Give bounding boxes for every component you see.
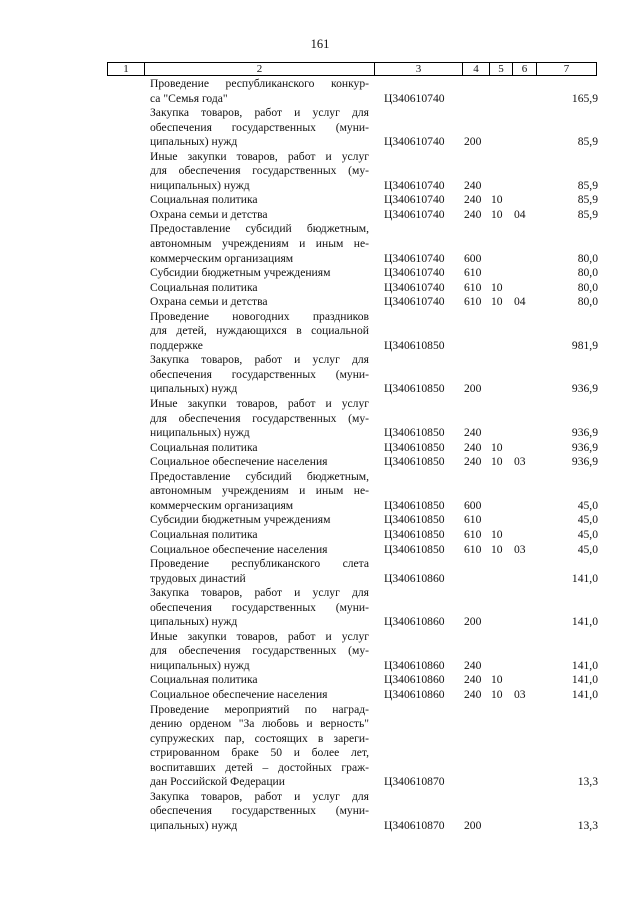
description-line: автономным учреждениям и иным не- (150, 237, 369, 251)
row-description (150, 281, 369, 296)
amount: 80,0 (577, 251, 598, 265)
table-row (0, 513, 640, 528)
expense-type: 240 (464, 193, 482, 207)
table-row (0, 310, 640, 354)
amount: 80,0 (577, 295, 598, 309)
description-line: Иные закупки товаров, работ и услуг (150, 629, 369, 643)
amount: 85,9 (577, 193, 598, 207)
target-code: Ц340610740 (384, 178, 445, 192)
section-code: 10 (491, 207, 503, 221)
description-line: Охрана семьи и детства (150, 207, 268, 221)
description-line: Социальное обеспечение населения (150, 542, 328, 556)
amount: 936,9 (571, 455, 598, 469)
row-description (150, 77, 369, 106)
table-row (0, 528, 640, 543)
amount: 80,0 (577, 266, 598, 280)
description-line: ципальных) нужд (150, 615, 238, 629)
table-row (0, 266, 640, 281)
row-description (150, 557, 369, 586)
row-description (150, 790, 369, 834)
description-line: супружеских пар, состоящих в зареги- (150, 731, 369, 745)
amount: 45,0 (577, 498, 598, 512)
table-row (0, 106, 640, 150)
target-code: Ц340610860 (384, 571, 445, 585)
table-row (0, 586, 640, 630)
section-code: 10 (491, 542, 503, 556)
target-code: Ц340610740 (384, 295, 445, 309)
description-line: Социальное обеспечение населения (150, 687, 328, 701)
amount: 45,0 (577, 513, 598, 527)
amount: 45,0 (577, 542, 598, 556)
amount: 981,9 (571, 338, 598, 352)
section-code: 10 (491, 455, 503, 469)
expense-type: 200 (464, 615, 482, 629)
expense-type: 240 (464, 455, 482, 469)
expense-type: 610 (464, 266, 482, 280)
target-code: Ц340610740 (384, 251, 445, 265)
row-description (150, 630, 369, 674)
target-code: Ц340610740 (384, 280, 445, 294)
description-line: Проведение новогодних праздников (150, 309, 369, 323)
expense-type: 200 (464, 382, 482, 396)
target-code: Ц340610740 (384, 135, 445, 149)
table-row (0, 77, 640, 106)
target-code: Ц340610870 (384, 818, 445, 832)
target-code: Ц340610850 (384, 542, 445, 556)
table-row (0, 150, 640, 194)
description-line: ципальных) нужд (150, 818, 238, 832)
target-code: Ц340610740 (384, 207, 445, 221)
row-description (150, 586, 369, 630)
section-code: 10 (491, 687, 503, 701)
expense-type: 600 (464, 498, 482, 512)
row-description (150, 441, 369, 456)
amount: 80,0 (577, 280, 598, 294)
amount: 936,9 (571, 382, 598, 396)
row-description (150, 513, 369, 528)
header-col-6: 6 (512, 63, 536, 75)
table-row (0, 193, 640, 208)
amount: 13,3 (577, 818, 598, 832)
description-line: Предоставление субсидий бюджетным, (150, 222, 369, 236)
target-code: Ц340610850 (384, 498, 445, 512)
expense-type: 240 (464, 687, 482, 701)
description-line: Предоставление субсидий бюджетным, (150, 469, 369, 483)
row-description (150, 528, 369, 543)
expense-type: 610 (464, 280, 482, 294)
description-line: ниципальных) нужд (150, 658, 250, 672)
target-code: Ц340610740 (384, 193, 445, 207)
description-line: Закупка товаров, работ и услуг для (150, 789, 369, 803)
row-description (150, 397, 369, 441)
amount: 141,0 (571, 673, 598, 687)
table-header (107, 62, 597, 76)
expense-type: 240 (464, 440, 482, 454)
table-row (0, 790, 640, 834)
target-code: Ц340610850 (384, 426, 445, 440)
amount: 141,0 (571, 687, 598, 701)
row-description (150, 673, 369, 688)
description-line: Охрана семьи и детства (150, 295, 268, 309)
table-row (0, 455, 640, 470)
target-code: Ц340610850 (384, 455, 445, 469)
description-line: трудовых династий (150, 571, 246, 585)
expense-type: 610 (464, 542, 482, 556)
subsection-code: 04 (514, 207, 526, 221)
expense-type: 240 (464, 207, 482, 221)
row-description (150, 688, 369, 703)
amount: 85,9 (577, 207, 598, 221)
table-row (0, 295, 640, 310)
amount: 85,9 (577, 178, 598, 192)
table-row (0, 353, 640, 397)
description-line: для обеспечения государственных (му- (150, 164, 369, 178)
target-code: Ц340610870 (384, 775, 445, 789)
amount: 936,9 (571, 426, 598, 440)
target-code: Ц340610850 (384, 513, 445, 527)
subsection-code: 04 (514, 295, 526, 309)
description-line: Проведение мероприятий по наград- (150, 702, 369, 716)
description-line: Иные закупки товаров, работ и услуг (150, 149, 369, 163)
description-line: ципальных) нужд (150, 382, 238, 396)
description-line: коммерческим организациям (150, 498, 294, 512)
description-line: ниципальных) нужд (150, 178, 250, 192)
description-line: Социальная политика (150, 280, 258, 294)
table-row (0, 470, 640, 514)
row-description (150, 150, 369, 194)
header-col-5: 5 (489, 63, 512, 75)
table-row (0, 222, 640, 266)
amount: 165,9 (571, 91, 598, 105)
expense-type: 600 (464, 251, 482, 265)
description-line: для обеспечения государственных (му- (150, 411, 369, 425)
table-row (0, 397, 640, 441)
expense-type: 610 (464, 295, 482, 309)
table-row (0, 688, 640, 703)
description-line: стрированном браке 50 и более лет, (150, 746, 369, 760)
amount: 141,0 (571, 571, 598, 585)
description-line: Субсидии бюджетным учреждениям (150, 266, 331, 280)
description-line: Проведение республиканского слета (150, 557, 369, 571)
row-description (150, 266, 369, 281)
row-description (150, 106, 369, 150)
description-line: обеспечения государственных (муни- (150, 120, 369, 134)
section-code: 10 (491, 193, 503, 207)
description-line: дан Российской Федерации (150, 775, 285, 789)
target-code: Ц340610860 (384, 658, 445, 672)
table-row (0, 543, 640, 558)
subsection-code: 03 (514, 687, 526, 701)
row-description (150, 455, 369, 470)
description-line: дению орденом "За любовь и верность" (150, 717, 369, 731)
header-col-3: 3 (374, 63, 462, 75)
expense-type: 200 (464, 135, 482, 149)
description-line: автономным учреждениям и иным не- (150, 484, 369, 498)
amount: 936,9 (571, 440, 598, 454)
row-description (150, 703, 369, 790)
row-description (150, 193, 369, 208)
row-description (150, 222, 369, 266)
row-description (150, 208, 369, 223)
subsection-code: 03 (514, 455, 526, 469)
section-code: 10 (491, 673, 503, 687)
description-line: поддержке (150, 338, 203, 352)
header-col-2: 2 (144, 63, 374, 75)
description-line: Социальное обеспечение населения (150, 455, 328, 469)
table-row (0, 630, 640, 674)
table-row (0, 441, 640, 456)
amount: 85,9 (577, 135, 598, 149)
description-line: Закупка товаров, работ и услуг для (150, 353, 369, 367)
expense-type: 200 (464, 818, 482, 832)
description-line: са "Семья года" (150, 91, 228, 105)
table-row (0, 557, 640, 586)
description-line: для обеспечения государственных (му- (150, 644, 369, 658)
row-description (150, 543, 369, 558)
table-row (0, 281, 640, 296)
target-code: Ц340610850 (384, 440, 445, 454)
section-code: 10 (491, 280, 503, 294)
subsection-code: 03 (514, 542, 526, 556)
description-line: воспитавших детей – достойных граж- (150, 760, 369, 774)
table-row (0, 673, 640, 688)
row-description (150, 470, 369, 514)
description-line: ниципальных) нужд (150, 426, 250, 440)
description-line: Закупка товаров, работ и услуг для (150, 586, 369, 600)
expense-type: 610 (464, 527, 482, 541)
expense-type: 240 (464, 426, 482, 440)
description-line: Социальная политика (150, 440, 258, 454)
description-line: ципальных) нужд (150, 135, 238, 149)
amount: 141,0 (571, 615, 598, 629)
description-line: обеспечения государственных (муни- (150, 600, 369, 614)
target-code: Ц340610850 (384, 527, 445, 541)
description-line: коммерческим организациям (150, 251, 294, 265)
target-code: Ц340610860 (384, 687, 445, 701)
expense-type: 610 (464, 513, 482, 527)
table-body (0, 77, 640, 833)
description-line: обеспечения государственных (муни- (150, 804, 369, 818)
target-code: Ц340610850 (384, 382, 445, 396)
description-line: обеспечения государственных (муни- (150, 367, 369, 381)
amount: 13,3 (577, 775, 598, 789)
header-col-7: 7 (536, 63, 596, 75)
description-line: для детей, нуждающихся в социальной (150, 324, 369, 338)
amount: 45,0 (577, 527, 598, 541)
target-code: Ц340610740 (384, 266, 445, 280)
target-code: Ц340610860 (384, 673, 445, 687)
expense-type: 240 (464, 178, 482, 192)
description-line: Закупка товаров, работ и услуг для (150, 106, 369, 120)
description-line: Иные закупки товаров, работ и услуг (150, 397, 369, 411)
table-row (0, 703, 640, 790)
section-code: 10 (491, 295, 503, 309)
expense-type: 240 (464, 658, 482, 672)
expense-type: 240 (464, 673, 482, 687)
row-description (150, 353, 369, 397)
target-code: Ц340610740 (384, 91, 445, 105)
page-number: 161 (310, 37, 330, 51)
description-line: Субсидии бюджетным учреждениям (150, 513, 331, 527)
target-code: Ц340610860 (384, 615, 445, 629)
description-line: Социальная политика (150, 193, 258, 207)
section-code: 10 (491, 527, 503, 541)
target-code: Ц340610850 (384, 338, 445, 352)
section-code: 10 (491, 440, 503, 454)
row-description (150, 310, 369, 354)
description-line: Проведение республиканского конкур- (150, 77, 369, 90)
amount: 141,0 (571, 658, 598, 672)
description-line: Социальная политика (150, 673, 258, 687)
header-col-1: 1 (123, 63, 129, 75)
description-line: Социальная политика (150, 527, 258, 541)
table-row (0, 208, 640, 223)
row-description (150, 295, 369, 310)
header-col-4: 4 (462, 63, 489, 75)
